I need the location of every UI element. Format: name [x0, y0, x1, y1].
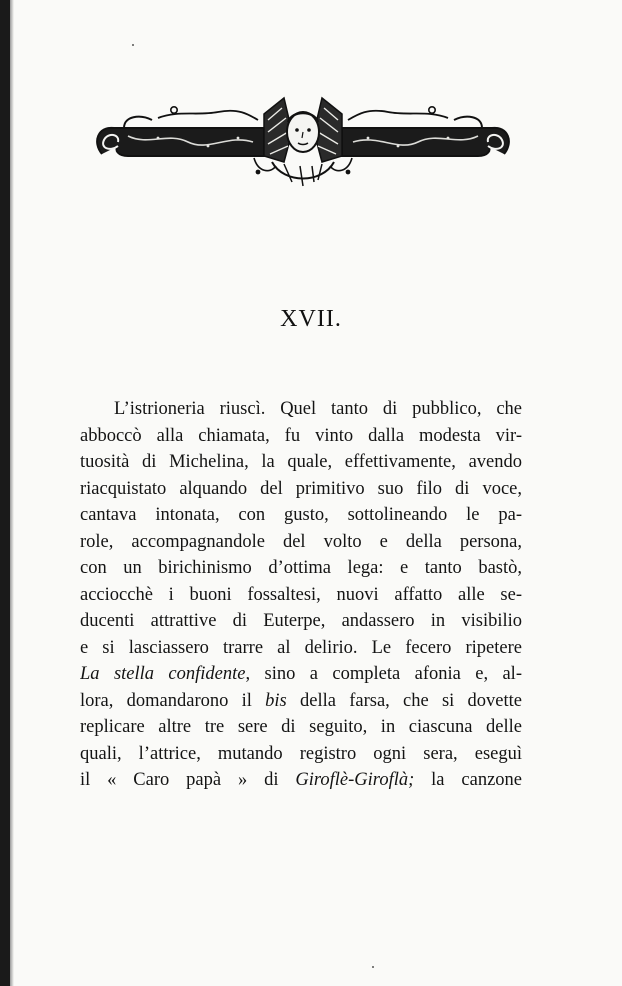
text-line — [80, 449, 522, 476]
text-run: role, accompagnandole del volto e della persona, — [80, 531, 522, 552]
text-run: lora, domandarono il — [80, 690, 266, 711]
text-line — [80, 688, 522, 715]
print-speck — [372, 966, 374, 968]
text-line — [80, 608, 522, 635]
text-line — [80, 396, 522, 423]
spine-shadow — [10, 0, 14, 986]
book-spine-edge — [0, 0, 10, 986]
text-run: tuosità di Michelina, la quale, effettivamente, avendo — [80, 452, 522, 472]
text-line — [80, 529, 522, 556]
text-run: abboccò alla chiamata, fu vinto dalla modesta vir- — [80, 425, 522, 446]
text-run: cantava intonata, con gusto, sottolineando le pa- — [80, 505, 522, 525]
text-run: replicare altre tre sere di seguito, in ciascuna delle — [80, 717, 522, 737]
text-line — [80, 661, 522, 688]
text-line — [80, 476, 522, 503]
decorative-headpiece-icon — [88, 92, 518, 192]
text-line — [80, 741, 522, 768]
italic-title-text: Giroflè-Giroflà; — [295, 770, 415, 790]
text-run: con un birichinismo d’ottima lega: e tanto bastò, — [80, 558, 522, 578]
text-run: acciocchè i buoni fossaltesi, nuovi affatto alle se- — [80, 584, 522, 605]
text-run: L’istrioneria riuscì. Quel tanto di pubblico, che — [114, 399, 522, 419]
text-run: il « Caro papà » di — [80, 770, 296, 790]
text-run: la canzone — [414, 770, 522, 790]
paragraph-body — [80, 396, 522, 794]
italic-title-text: bis — [265, 690, 287, 711]
print-speck — [132, 44, 134, 46]
text-run: riacquistato alquando del primitivo suo filo di voce, — [80, 478, 522, 499]
text-line — [80, 635, 522, 662]
text-run: ducenti attrattive di Euterpe, andassero in visibilio — [80, 611, 522, 631]
chapter-heading: XVII. — [280, 306, 342, 332]
text-line — [80, 582, 522, 609]
text-run: , sino a completa afonia e, al- — [245, 664, 522, 684]
text-run: della farsa, che si dovette — [286, 690, 522, 711]
text-line — [80, 767, 522, 794]
text-run: quali, l’attrice, mutando registro ogni sera, eseguì — [80, 743, 522, 764]
text-line — [80, 423, 522, 450]
italic-title-text: La stella confidente — [80, 664, 246, 684]
text-line — [80, 555, 522, 582]
text-run: e si lasciassero trarre al delirio. Le fecero ripetere — [80, 637, 522, 658]
text-line — [80, 502, 522, 529]
text-line — [80, 714, 522, 741]
